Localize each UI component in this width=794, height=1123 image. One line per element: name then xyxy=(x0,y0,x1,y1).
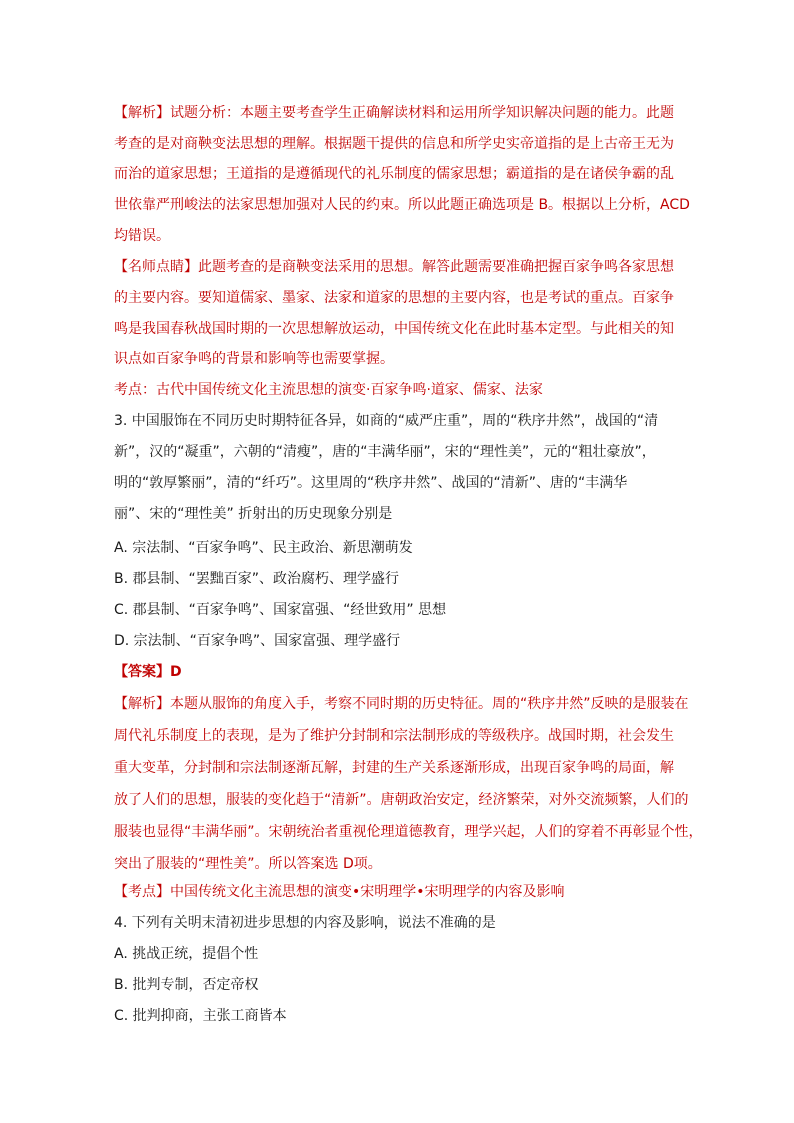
option-b: B. 批判专制，否定帝权 xyxy=(114,977,259,993)
analysis-line: 周代礼乐制度上的表现，是为了维护分封制和宗法制形成的等级秩序。战国时期，社会发生 xyxy=(114,728,674,744)
question-stem: 明的“敦厚繁丽”，清的“纤巧”。这里周的“秩序井然”、战国的“清新”、唐的“丰满华 xyxy=(114,475,628,491)
analysis-line: 重大变革，分封制和宗法制逐渐瓦解，封建的生产关系逐渐形成，出现百家争鸣的局面，解 xyxy=(114,760,674,776)
option-d: D. 宗法制、“百家争鸣”、国家富强、理学盛行 xyxy=(114,633,401,649)
analysis-line: 放了人们的思想，服装的变化趋于“清新”。唐朝政治安定，经济繁荣，对外交流频繁，人们的 xyxy=(114,792,689,808)
comment-line: 识点如百家争鸣的背景和影响等也需要掌握。 xyxy=(114,351,394,367)
comment-line: 鸣是我国春秋战国时期的一次思想解放运动，中国传统文化在此时基本定型。与此相关的知 xyxy=(114,321,674,337)
analysis-line: 突出了服装的“理性美”。所以答案选 D项。 xyxy=(114,856,382,872)
question-stem: 新”，汉的“凝重”，六朝的“清瘦”，唐的“丰满华丽”，宋的“理性美”，元的“粗壮豪放”， xyxy=(114,444,656,460)
question-stem: 3. 中国服饰在不同历史时期特征各异，如商的“威严庄重”，周的“秩序井然”，战国的“清 xyxy=(114,413,659,429)
option-c: C. 郡县制、“百家争鸣”、国家富强、“经世致用” 思想 xyxy=(114,602,447,618)
kaodian-line: 【考点】中国传统文化主流思想的演变•宋明理学•宋明理学的内容及影响 xyxy=(114,884,565,900)
answer-line: 【答案】D xyxy=(114,664,182,680)
analysis-line: 世依靠严刑峻法的法家思想加强对人民的约束。所以此题正确选项是 B。根据以上分析，ACD xyxy=(114,197,690,213)
analysis-line: 而治的道家思想；王道指的是遵循现代的礼乐制度的儒家思想；霸道指的是在诸侯争霸的乱 xyxy=(114,166,674,182)
analysis-line: 服装也显得“丰满华丽”。宋朝统治者重视伦理道德教育，理学兴起，人们的穿着不再彰显个性， xyxy=(114,824,703,840)
option-b: B. 郡县制、“罢黜百家”、政治腐朽、理学盛行 xyxy=(114,571,400,587)
analysis-line: 考查的是对商鞅变法思想的理解。根据题干提供的信息和所学史实帝道指的是上古帝王无为 xyxy=(114,136,674,152)
question-stem: 丽”、宋的“理性美” 折射出的历史现象分别是 xyxy=(114,506,393,522)
option-c: C. 批判抑商，主张工商皆本 xyxy=(114,1008,287,1024)
analysis-line: 【解析】试题分析：本题主要考查学生正确解读材料和运用所学知识解决问题的能力。此题 xyxy=(114,105,674,121)
comment-line: 的主要内容。要知道儒家、墨家、法家和道家的思想的主要内容，也是考试的重点。百家争 xyxy=(114,290,674,306)
analysis-line: 【解析】本题从服饰的角度入手，考察不同时期的历史特征。周的“秩序井然”反映的是服装在 xyxy=(114,696,689,712)
analysis-line: 均错误。 xyxy=(114,228,170,244)
option-a: A. 挑战正统，提倡个性 xyxy=(114,946,259,962)
comment-line: 【名师点睛】此题考查的是商鞅变法采用的思想。解答此题需要准确把握百家争鸣各家思想 xyxy=(114,259,674,275)
option-a: A. 宗法制、“百家争鸣”、民主政治、新思潮萌发 xyxy=(114,540,413,556)
question-stem: 4. 下列有关明末清初进步思想的内容及影响，说法不准确的是 xyxy=(114,915,496,931)
kaodian-line: 考点：古代中国传统文化主流思想的演变·百家争鸣·道家、儒家、法家 xyxy=(114,382,543,398)
